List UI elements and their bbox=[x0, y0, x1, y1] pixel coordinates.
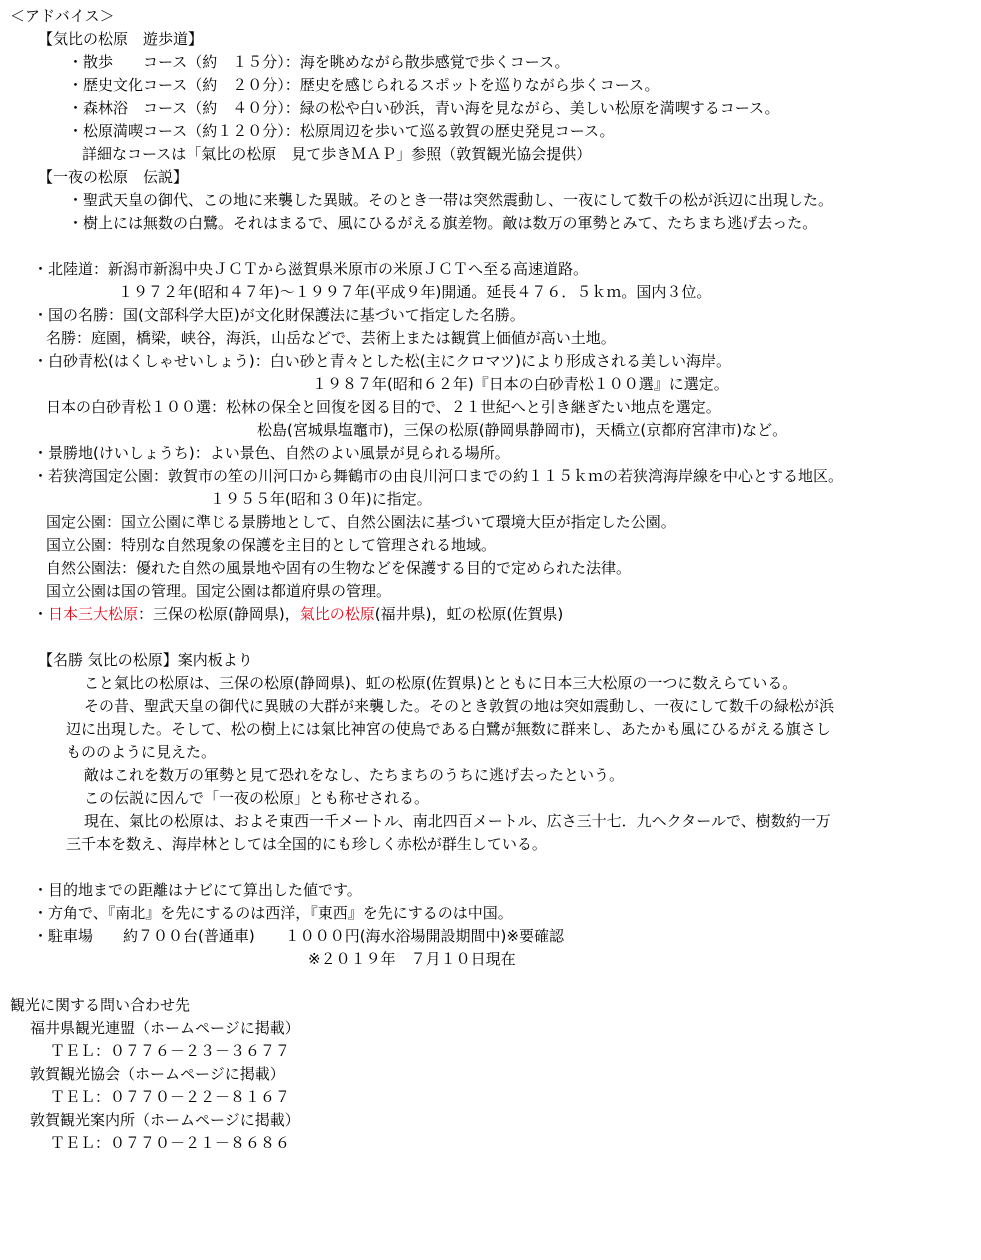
contact-org-tel: ＴＥＬ：０７７６－２３－３６７７ bbox=[50, 1042, 291, 1060]
signboard-line: その昔、聖武天皇の御代に異賊の大群が来襲した。そのとき敦賀の地は突如震動し、一夜にして数千の緑松が浜 bbox=[84, 697, 835, 715]
contact-heading: 観光に関する問い合わせ先 bbox=[10, 996, 191, 1014]
legend-heading: 【一夜の松原 伝説】 bbox=[38, 168, 189, 186]
contact-org-name: 敦賀観光協会（ホームページに掲載） bbox=[30, 1065, 285, 1083]
advice-heading: ＜アドバイス＞ bbox=[10, 7, 115, 25]
note-shizen: 自然公園法：優れた自然の風景地や固有の生物などを保護する目的で定められた法律。 bbox=[46, 559, 632, 577]
sandai-kehi: 氣比の松原 bbox=[299, 605, 375, 623]
note-hokuriku: ・北陸道：新潟市新潟中央ＪＣＴから滋賀県米原市の米原ＪＣＴへ至る高速道路。 bbox=[33, 260, 589, 278]
note-wakasa: ・若狭湾国定公園：敦賀市の笙の川河口から舞鶴市の由良川河口までの約１１５ｋｍの若狭湾海岸線を中心とする地区。 bbox=[33, 467, 844, 485]
contact-org-tel: ＴＥＬ：０７７０－２２－８１６７ bbox=[50, 1088, 291, 1106]
note-hakusha-examples: 松島(宮城県塩竈市)，三保の松原(静岡県静岡市)，天橋立(京都府宮津市)など。 bbox=[257, 421, 788, 439]
note-wakasa-designated: １９５５年(昭和３０年)に指定。 bbox=[210, 490, 432, 508]
sandai-miho: ：三保の松原(静岡県)， bbox=[138, 605, 300, 623]
walk-course-item: ・森林浴 コース（約 ４０分）：緑の松や白い砂浜，青い海を見ながら、美しい松原を満喫するコース。 bbox=[68, 99, 780, 117]
note-hakusha-100: 日本の白砂青松１００選：松林の保全と回復を図る目的で、２１世紀へと引き継ぎたい地点を選定。 bbox=[46, 398, 721, 416]
note-kokutei: 国定公園：国立公園に準じる景勝地として、自然公園法に基づいて環境大臣が指定した公園。 bbox=[46, 513, 676, 531]
note-hakusha-selected: １９８７年(昭和６２年)『日本の白砂青松１００選』に選定。 bbox=[312, 375, 729, 393]
note-hakusha: ・白砂青松(はくしゃせいしょう)：白い砂と青々とした松(主にクロマツ)により形成される美しい海岸。 bbox=[33, 352, 731, 370]
signboard-line: この伝説に因んで「一夜の松原」とも称せされる。 bbox=[84, 789, 430, 807]
contact-org-name: 福井県観光連盟（ホームページに掲載） bbox=[30, 1019, 300, 1037]
note-hokuriku-detail: １９７２年(昭和４７年)～１９９７年(平成９年)開通。延長４７６．５ｋｍ。国内３位。 bbox=[118, 283, 712, 301]
note-meisho: ・国の名勝：国(文部科学大臣)が文化財保護法に基づいて指定した名勝。 bbox=[33, 306, 525, 324]
signboard-line: 敵はこれを数万の軍勢と見て恐れをなし、たちまちのうちに逃げ去ったという。 bbox=[84, 766, 625, 784]
signboard-line: 三千本を数え、海岸林としては全国的にも珍しく赤松が群生している。 bbox=[66, 835, 547, 853]
signboard-heading: 【名勝 気比の松原】案内板より bbox=[38, 651, 253, 669]
signboard-line: 辺に出現した。そして、松の樹上には氣比神宮の使鳥である白鷺が無数に群来し、あたかも風にひるがえる旗さし bbox=[66, 720, 831, 738]
sandai-end: (福井県)，虹の松原(佐賀県) bbox=[374, 605, 564, 623]
note-meisho-detail: 名勝：庭園，橋梁，峡谷，海浜，山岳などで、芸術上または観賞上価値が高い土地。 bbox=[46, 329, 616, 347]
info-parking: ・駐車場 約７００台(普通車) １０００円(海水浴場開設期間中)※要確認 bbox=[33, 927, 564, 945]
note-keisho: ・景勝地(けいしょうち)：よい景色、自然のよい風景が見られる場所。 bbox=[33, 444, 510, 462]
legend-item: ・樹上には無数の白鷺。それはまるで、風にひるがえる旗差物。敵は数万の軍勢とみて、たちまち逃げ去った。 bbox=[68, 214, 818, 232]
signboard-line: 現在、氣比の松原は、およそ東西一千メートル、南北四百メートル、広さ三十七．九ヘクタールで、樹数約一万 bbox=[84, 812, 831, 830]
note-sandai bbox=[33, 603, 563, 625]
walk-course-item: ・松原満喫コース（約１２０分）：松原周辺を歩いて巡る敦賀の歴史発見コース。 bbox=[68, 122, 615, 140]
note-kanri: 国立公園は国の管理。国定公園は都道府県の管理。 bbox=[46, 582, 392, 600]
signboard-line: もののように見えた。 bbox=[66, 743, 217, 761]
sandai-label: 日本三大松原 bbox=[48, 605, 139, 623]
info-as-of: ※２０１９年 ７月１０日現在 bbox=[308, 950, 516, 968]
info-distance: ・目的地までの距離はナビにて算出した値です。 bbox=[33, 881, 362, 899]
walk-course-item: ・歴史文化コース（約 ２０分）：歴史を感じられるスポットを巡りながら歩くコース。 bbox=[68, 76, 660, 94]
contact-org-name: 敦賀観光案内所（ホームページに掲載） bbox=[30, 1111, 300, 1129]
info-direction: ・方角で、『南北』を先にするのは西洋，『東西』を先にするのは中国。 bbox=[33, 904, 513, 922]
legend-item: ・聖武天皇の御代、この地に来襲した異賊。そのとき一帯は突然震動し、一夜にして数千の松が浜辺に出現した。 bbox=[68, 191, 834, 209]
signboard-line: こと氣比の松原は、三保の松原(静岡県)、虹の松原(佐賀県)とともに日本三大松原の一つに数えらている。 bbox=[84, 674, 798, 692]
walk-heading: 【気比の松原 遊歩道】 bbox=[38, 30, 204, 48]
note-kokuritsu: 国立公園：特別な自然現象の保護を主目的として管理される地域。 bbox=[46, 536, 497, 554]
sandai-bullet: ・ bbox=[33, 605, 49, 623]
walk-map-note: 詳細なコースは「氣比の松原 見て歩きＭＡＰ」参照（敦賀観光協会提供） bbox=[82, 145, 592, 163]
walk-course-item: ・散歩 コース（約 １５分）：海を眺めながら散歩感覚で歩くコース。 bbox=[68, 53, 570, 71]
contact-org-tel: ＴＥＬ：０７７０－２１－８６８６ bbox=[50, 1134, 291, 1152]
